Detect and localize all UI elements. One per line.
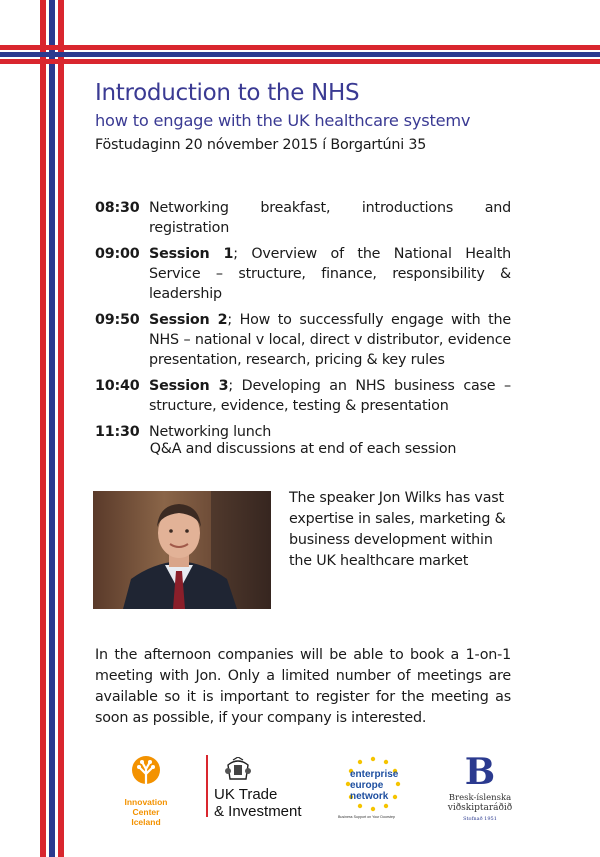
page-title: Introduction to the NHS bbox=[95, 80, 360, 106]
ukti-line2: & Investment bbox=[214, 803, 302, 820]
agenda-time: 10:40 bbox=[95, 378, 140, 394]
stripe-red-horizontal-top bbox=[0, 45, 600, 50]
qa-note: Q&A and discussions at end of each session bbox=[149, 441, 457, 457]
stripe-red-vertical-right bbox=[58, 0, 64, 857]
agenda-description bbox=[149, 198, 511, 238]
een-line3: network bbox=[350, 791, 389, 802]
bresk-line3: Stofnað 1951 bbox=[463, 816, 497, 822]
speaker-description: The speaker Jon Wilks has vast expertise in sales, marketing & business development within the UK healthcare market bbox=[289, 490, 506, 569]
agenda-description bbox=[149, 422, 511, 442]
bresk-line1: Bresk-íslenska bbox=[448, 793, 512, 803]
agenda bbox=[95, 198, 511, 448]
royal-crest-icon bbox=[224, 757, 252, 783]
agenda-row bbox=[95, 198, 511, 238]
agenda-time: 09:00 bbox=[95, 246, 140, 262]
session-label: Session 1 bbox=[149, 246, 234, 262]
bresk-line2: viðskiptaráðið bbox=[447, 803, 513, 813]
agenda-row bbox=[95, 310, 511, 370]
innovation-line1: Innovation Center bbox=[124, 797, 168, 817]
logo-bresk-islenska bbox=[440, 751, 520, 822]
agenda-time: 11:30 bbox=[95, 424, 140, 440]
stripe-blue-vertical bbox=[49, 0, 55, 857]
agenda-time: 09:50 bbox=[95, 312, 140, 328]
afternoon-paragraph: In the afternoon companies will be able to book a 1-on-1 meeting with Jon. Only a limited number of meetings are available so it is important to register for the meeting as soon as possible, if your company is interested. bbox=[95, 647, 511, 726]
ukti-red-bar bbox=[206, 755, 208, 817]
stripe-blue-horizontal bbox=[0, 52, 600, 57]
agenda-text: ; Overview of the National Health Service – structure, finance, responsibility & leadership bbox=[149, 246, 511, 302]
date-location: Föstudaginn 20 nóvember 2015 í Borgartúni 35 bbox=[95, 137, 427, 153]
agenda-description bbox=[149, 310, 511, 370]
innovation-line2: Iceland bbox=[131, 817, 161, 827]
innovation-tree-icon bbox=[128, 755, 164, 789]
session-label: Session 2 bbox=[149, 312, 228, 328]
agenda-text: ; Developing an NHS business case – structure, evidence, testing & presentation bbox=[149, 378, 511, 414]
een-line1: enterprise bbox=[350, 769, 399, 780]
agenda-time: 08:30 bbox=[95, 200, 140, 216]
stripe-red-horizontal-bottom bbox=[0, 59, 600, 64]
een-tagline: Business Support on Your Doorstep bbox=[338, 815, 395, 819]
agenda-text: Networking lunch bbox=[149, 424, 272, 440]
logo-innovation-center bbox=[112, 755, 180, 827]
agenda-row bbox=[95, 376, 511, 416]
agenda-row bbox=[95, 244, 511, 304]
een-line2: europe bbox=[350, 780, 384, 791]
agenda-text: ; How to successfully engage with the NHS – national v local, direct v distributor, evidence presentation, research, pricing & key rules bbox=[149, 312, 511, 368]
session-label: Session 3 bbox=[149, 378, 229, 394]
agenda-description bbox=[149, 244, 511, 304]
bresk-letter-logo: B bbox=[464, 751, 496, 793]
agenda-description bbox=[149, 376, 511, 416]
ukti-line1: UK Trade bbox=[214, 786, 278, 803]
page-subtitle: how to engage with the UK healthcare systemv bbox=[95, 111, 471, 130]
stripe-red-vertical-left bbox=[40, 0, 46, 857]
agenda-row bbox=[95, 422, 511, 442]
agenda-text: Networking breakfast, introductions and registration bbox=[149, 200, 511, 236]
speaker-photo bbox=[93, 491, 271, 609]
